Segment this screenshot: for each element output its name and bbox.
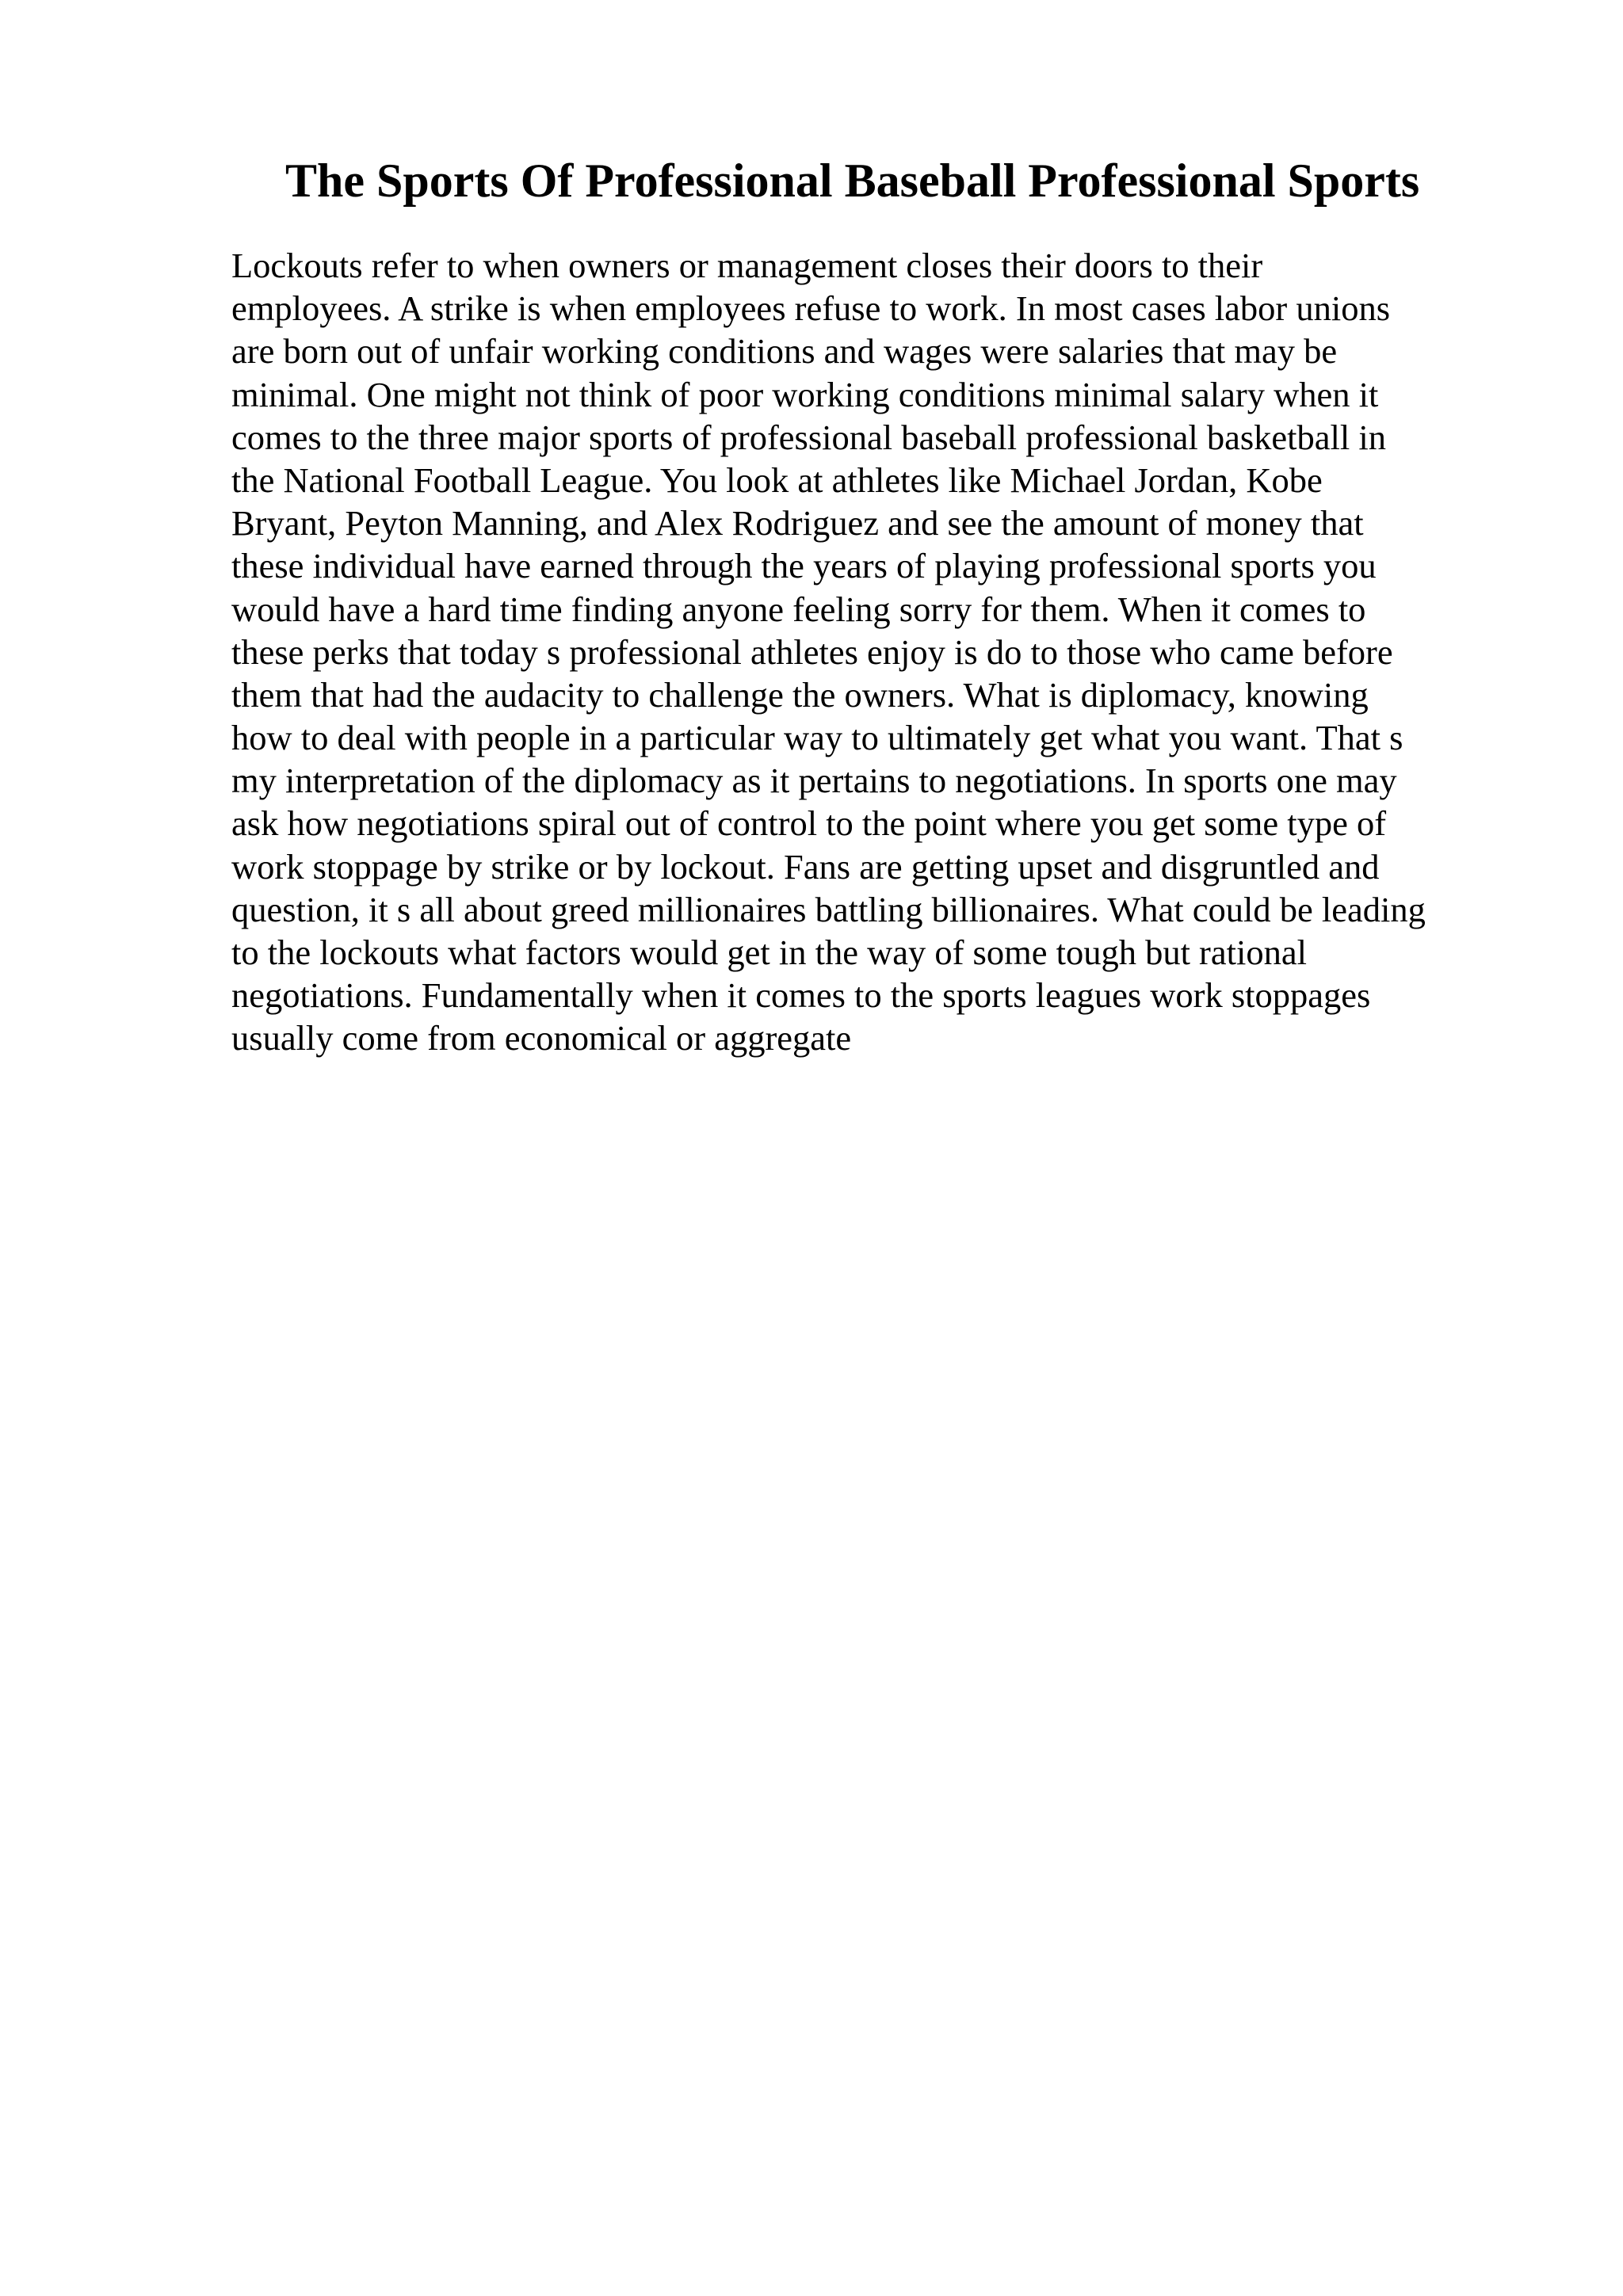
- body-line: these individual have earned through the years of playing professional sports you: [231, 546, 1377, 586]
- body-line: them that had the audacity to challenge the owners. What is diplomacy, knowing: [231, 674, 1369, 715]
- body-line: Bryant, Peyton Manning, and Alex Rodriguez and see the amount of money that: [231, 503, 1364, 543]
- body-line: minimal. One might not think of poor working conditions minimal salary when it: [231, 374, 1379, 414]
- body-line: to the lockouts what factors would get in the way of some tough but rational: [231, 933, 1307, 972]
- body-line: the National Football League. You look at athletes like Michael Jordan, Kobe: [231, 460, 1323, 500]
- body-line: usually come from economical or aggregate: [231, 1018, 852, 1058]
- body-line: Lockouts refer to when owners or management closes their doors to their: [231, 246, 1263, 285]
- body-line: my interpretation of the diplomacy as it pertains to negotiations. In sports one may: [231, 761, 1397, 801]
- body-line: how to deal with people in a particular way to ultimately get what you want. That s: [231, 718, 1403, 758]
- document-title: The Sports Of Professional Baseball Professional Sports: [285, 154, 1420, 207]
- body-line: comes to the three major sports of professional baseball professional basketball in: [231, 417, 1386, 457]
- body-paragraph: [231, 244, 1499, 1060]
- body-line: question, it s all about greed millionaires battling billionaires. What could be leading: [231, 889, 1426, 929]
- body-line: work stoppage by strike or by lockout. Fans are getting upset and disgruntled and: [231, 846, 1380, 887]
- body-line: are born out of unfair working conditions and wages were salaries that may be: [231, 331, 1338, 372]
- body-line: negotiations. Fundamentally when it comes to the sports leagues work stoppages: [231, 975, 1371, 1016]
- body-line: these perks that today s professional athletes enjoy is do to those who came before: [231, 631, 1393, 672]
- body-line: employees. A strike is when employees refuse to work. In most cases labor unions: [231, 288, 1391, 329]
- body-line: ask how negotiations spiral out of control to the point where you get some type of: [231, 803, 1387, 844]
- body-line: would have a hard time finding anyone feeling sorry for them. When it comes to: [231, 589, 1366, 629]
